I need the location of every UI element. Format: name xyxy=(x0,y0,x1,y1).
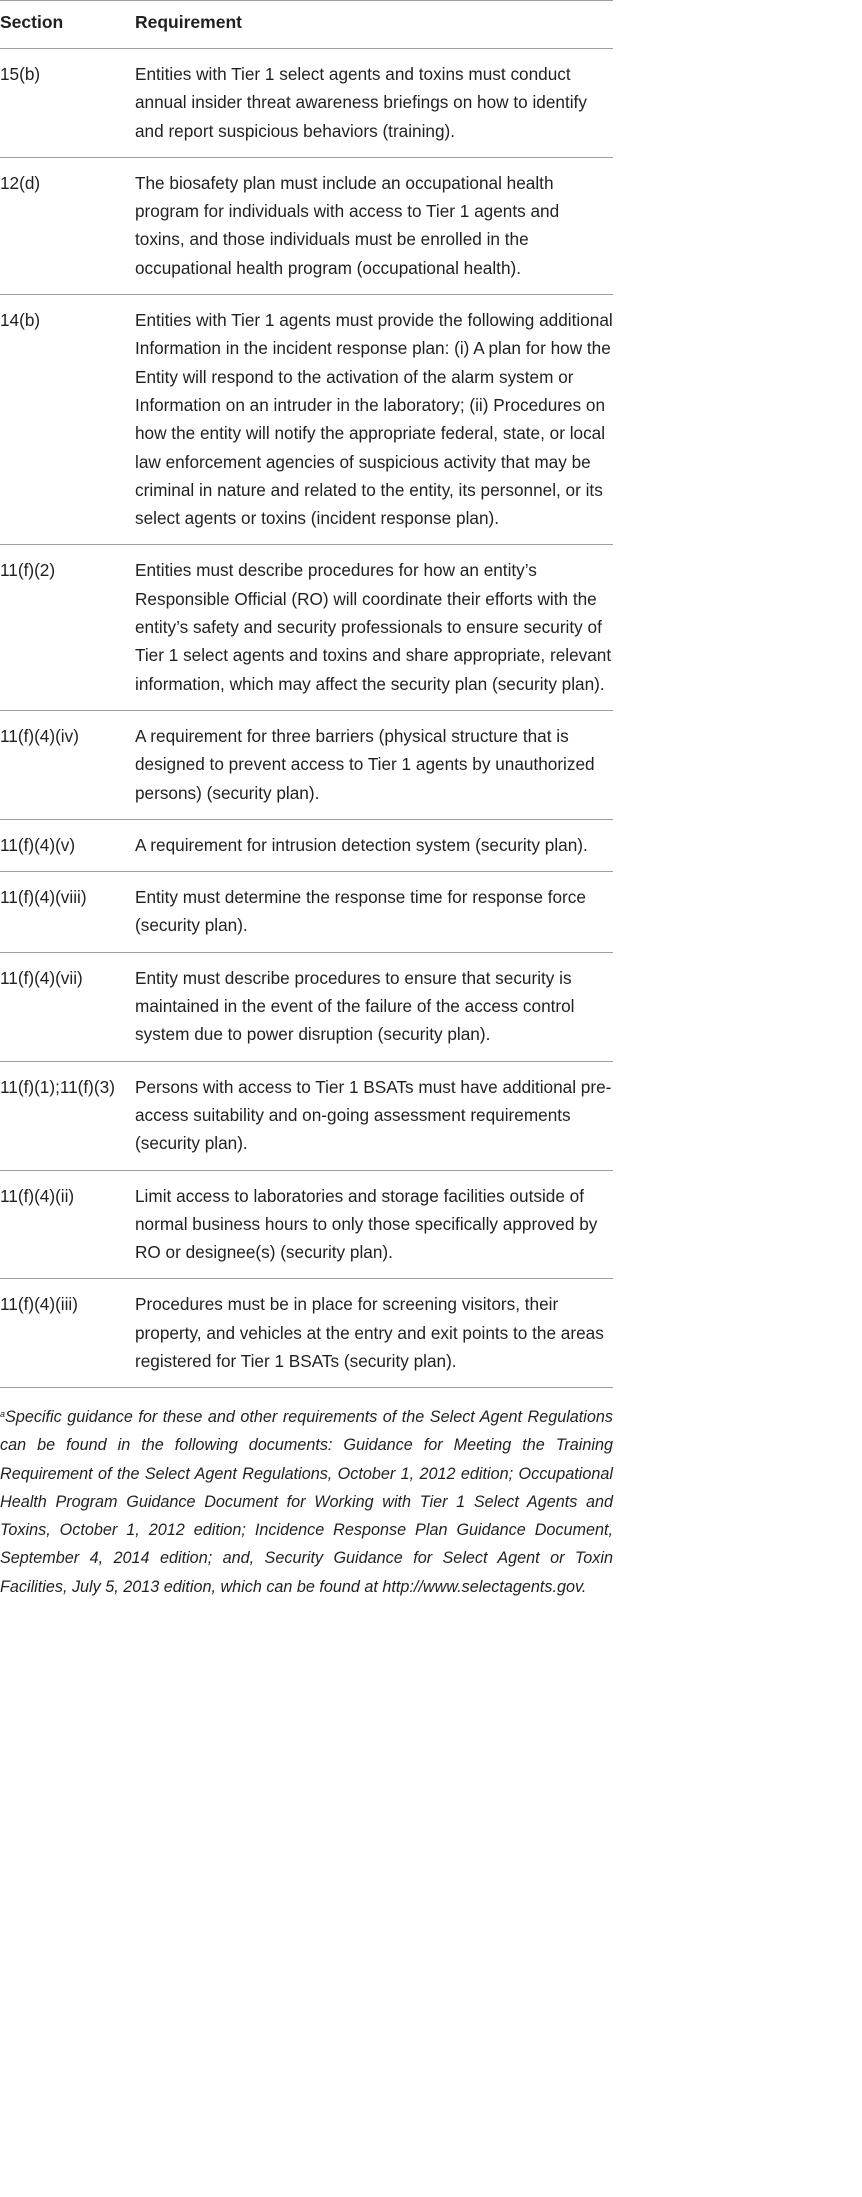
table-row xyxy=(0,1279,613,1388)
requirement-cell: The biosafety plan must include an occupational health program for individuals with access to Tier 1 agents and toxins, and those individuals must be enrolled in the occupational health program (occupational health). xyxy=(135,157,613,294)
table-row xyxy=(0,545,613,710)
footnote-marker: a xyxy=(0,1409,6,1420)
requirement-cell: Persons with access to Tier 1 BSATs must have additional pre-access suitability and on-going assessment requirements (security plan). xyxy=(135,1061,613,1170)
table-row xyxy=(0,710,613,819)
requirement-cell: Entities with Tier 1 agents must provide the following additional Information in the incident response plan: (i) A plan for how the Entity will respond to the activation of the alarm system or Information on an intruder in the laboratory; (ii) Procedures on how the entity will notify the appropriate federal, state, or local law enforcement agencies of suspicious activity that may be criminal in nature and related to the entity, its personnel, or its select agents or toxins (incident response plan). xyxy=(135,295,613,545)
requirement-cell: A requirement for intrusion detection system (security plan). xyxy=(135,819,613,871)
section-cell: 11(f)(4)(v) xyxy=(0,819,135,871)
section-cell: 11(f)(4)(iii) xyxy=(0,1279,135,1388)
header-requirement: Requirement xyxy=(135,1,613,49)
requirement-cell: Entities with Tier 1 select agents and toxins must conduct annual insider threat awareness briefings on how to identify and report suspicious behaviors (training). xyxy=(135,49,613,158)
table-footnote xyxy=(0,1400,613,1600)
table-row xyxy=(0,872,613,953)
table-header xyxy=(0,1,613,49)
table-row xyxy=(0,157,613,294)
section-cell: 11(f)(4)(viii) xyxy=(0,872,135,953)
table-row xyxy=(0,819,613,871)
table-row xyxy=(0,952,613,1061)
requirements-table xyxy=(0,0,613,1388)
table-row xyxy=(0,1170,613,1279)
requirement-cell: Procedures must be in place for screening visitors, their property, and vehicles at the entry and exit points to the areas registered for Tier 1 BSATs (security plan). xyxy=(135,1279,613,1388)
table-row xyxy=(0,1061,613,1170)
requirement-cell: Limit access to laboratories and storage facilities outside of normal business hours to only those specifically approved by RO or designee(s) (security plan). xyxy=(135,1170,613,1279)
header-row xyxy=(0,1,613,49)
requirement-cell: A requirement for three barriers (physical structure that is designed to prevent access to Tier 1 agents by unauthorized persons) (security plan). xyxy=(135,710,613,819)
header-section: Section xyxy=(0,1,135,49)
footnote-text: Specific guidance for these and other requirements of the Select Agent Regulations can be found in the following documents: Guidance for Meeting the Training Requirement of the Select Agent Regulations, October 1, 2012 edition; Occupational Health Program Guidance Document for Working with Tier 1 Select Agents and Toxins, October 1, 2012 edition; Incidence Response Plan Guidance Document, September 4, 2014 edition; and, Security Guidance for Select Agent or Toxin Facilities, July 5, 2013 edition, which can be found at http://www.selectagents.gov. xyxy=(0,1408,613,1596)
requirement-cell: Entity must determine the response time for response force (security plan). xyxy=(135,872,613,953)
section-cell: 12(d) xyxy=(0,157,135,294)
section-cell: 11(f)(1);11(f)(3) xyxy=(0,1061,135,1170)
section-cell: 14(b) xyxy=(0,295,135,545)
section-cell: 11(f)(4)(ii) xyxy=(0,1170,135,1279)
table-body xyxy=(0,49,613,1388)
requirement-cell: Entities must describe procedures for how an entity’s Responsible Official (RO) will coordinate their efforts with the entity’s safety and security professionals to ensure security of Tier 1 select agents and toxins and share appropriate, relevant information, which may affect the security plan (security plan). xyxy=(135,545,613,710)
section-cell: 15(b) xyxy=(0,49,135,158)
table-row xyxy=(0,295,613,545)
table-row xyxy=(0,49,613,158)
requirement-cell: Entity must describe procedures to ensure that security is maintained in the event of the failure of the access control system due to power disruption (security plan). xyxy=(135,952,613,1061)
section-cell: 11(f)(4)(iv) xyxy=(0,710,135,819)
section-cell: 11(f)(2) xyxy=(0,545,135,710)
section-cell: 11(f)(4)(vii) xyxy=(0,952,135,1061)
